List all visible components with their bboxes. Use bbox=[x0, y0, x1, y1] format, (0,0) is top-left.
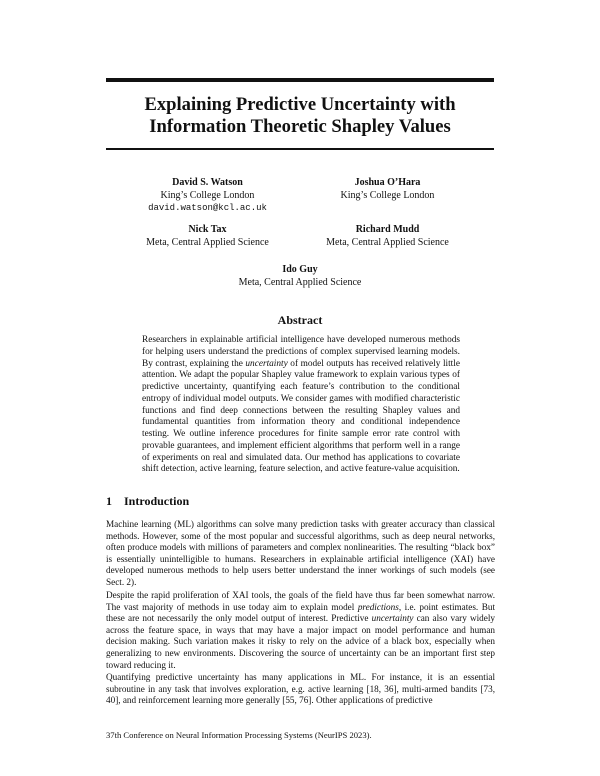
paper-title bbox=[100, 94, 500, 138]
author-affiliation: Meta, Central Applied Science bbox=[146, 236, 269, 248]
author-block-4 bbox=[300, 224, 475, 249]
title-bottom-rule bbox=[106, 148, 494, 150]
author-email[interactable]: david.watson@kcl.ac.uk bbox=[148, 203, 267, 214]
paragraph-text-part: Despite the rapid proliferation of XAI tools, the goals of the field have thus far been somewhat narrow. The vast majority of methods in use today aim to explain model bbox=[106, 590, 495, 612]
abstract-heading: Abstract bbox=[277, 313, 323, 327]
paragraph-emphasis: predictions bbox=[357, 601, 399, 612]
author-affiliation: King’s College London bbox=[160, 189, 255, 201]
author-block-2 bbox=[300, 177, 475, 202]
intro-paragraph-2 bbox=[106, 590, 495, 671]
author-affiliation: Meta, Central Applied Science bbox=[238, 276, 362, 288]
abstract-text-part: Researchers in explainable artificial intelligence have developed numerous methods for helping users understand the predictions of complex supervised learning models. By contrast, explaining the bbox=[142, 335, 460, 369]
paragraph-emphasis: uncertainty bbox=[371, 613, 414, 624]
paper-title-line-2: Information Theoretic Shapley Values bbox=[149, 116, 451, 137]
section-heading-introduction bbox=[106, 494, 189, 509]
author-affiliation: King’s College London bbox=[340, 189, 435, 201]
author-name: Nick Tax bbox=[188, 224, 227, 235]
conference-footer: 37th Conference on Neural Information Processing Systems (NeurIPS 2023). bbox=[106, 730, 372, 740]
title-top-rule bbox=[106, 78, 494, 82]
author-name: Joshua O’Hara bbox=[354, 177, 421, 188]
intro-paragraph-1: Machine learning (ML) algorithms can solve many prediction tasks with greater accuracy than classical methods. However, some of the most popular and successful algorithms, such as deep neural networks, often produce models with millions of parameters and complex nonlinearities. The resulting “black box” is essentially unintelligible to humans. Researchers in explainable artificial intelligence (XAI) have developed numerous methods to help users better understand the inner workings of such models (see Sect. 2). bbox=[106, 519, 495, 587]
abstract-text-part: of model outputs has received relatively little attention. We adapt the popular Shapley value framework to explain various types of predictive uncertainty, quantifying each feature’s contribution to the conditional entropy of individual model outputs. We consider games with modified characteristic functions and find deep connections between the resulting Shapley values and fundamental quantities from information theory and conditional independence testing. We outline inference procedures for finite sample error rate control with provable guarantees, and implement efficient algorithms that perform well in a range of experiments on real and simulated data. Our method has applications to covariate shift detection, active learning, feature selection, and active feature-value acquisition. bbox=[142, 358, 460, 475]
paragraph-text-part: can also vary widely across the feature space, in ways that may have a major impact on model performance and human decision making. Such variation makes it risky to rely on the advice of a black box, especially when generalizing to new environments. Discovering the source of uncertainty can be an important first step toward reducing it. bbox=[106, 613, 495, 670]
author-name: Richard Mudd bbox=[355, 224, 420, 235]
author-affiliation: Meta, Central Applied Science bbox=[326, 236, 449, 248]
section-title: Introduction bbox=[124, 494, 190, 508]
paragraph-text-part: , i.e. point estimates. But these are not necessarily the only model output of interest. Predictive bbox=[106, 601, 496, 624]
author-name: David S. Watson bbox=[172, 177, 243, 188]
author-name: Ido Guy bbox=[282, 264, 318, 275]
paper-title-line-1: Explaining Predictive Uncertainty with bbox=[144, 94, 456, 115]
abstract-emphasis: uncertainty bbox=[245, 358, 288, 369]
author-block-3 bbox=[120, 224, 295, 249]
abstract-text bbox=[142, 335, 460, 476]
author-block-1 bbox=[120, 177, 295, 215]
author-block-5 bbox=[210, 264, 390, 289]
intro-paragraph-3: Quantifying predictive uncertainty has many applications in ML. For instance, it is an essential subroutine in any task that involves exploration, e.g. active learning [18, 36], multi-armed bandits [73, 40], and reinforcement learning more generally [55, 76]. Other applications of predictive bbox=[106, 672, 495, 706]
section-number: 1 bbox=[106, 494, 112, 508]
